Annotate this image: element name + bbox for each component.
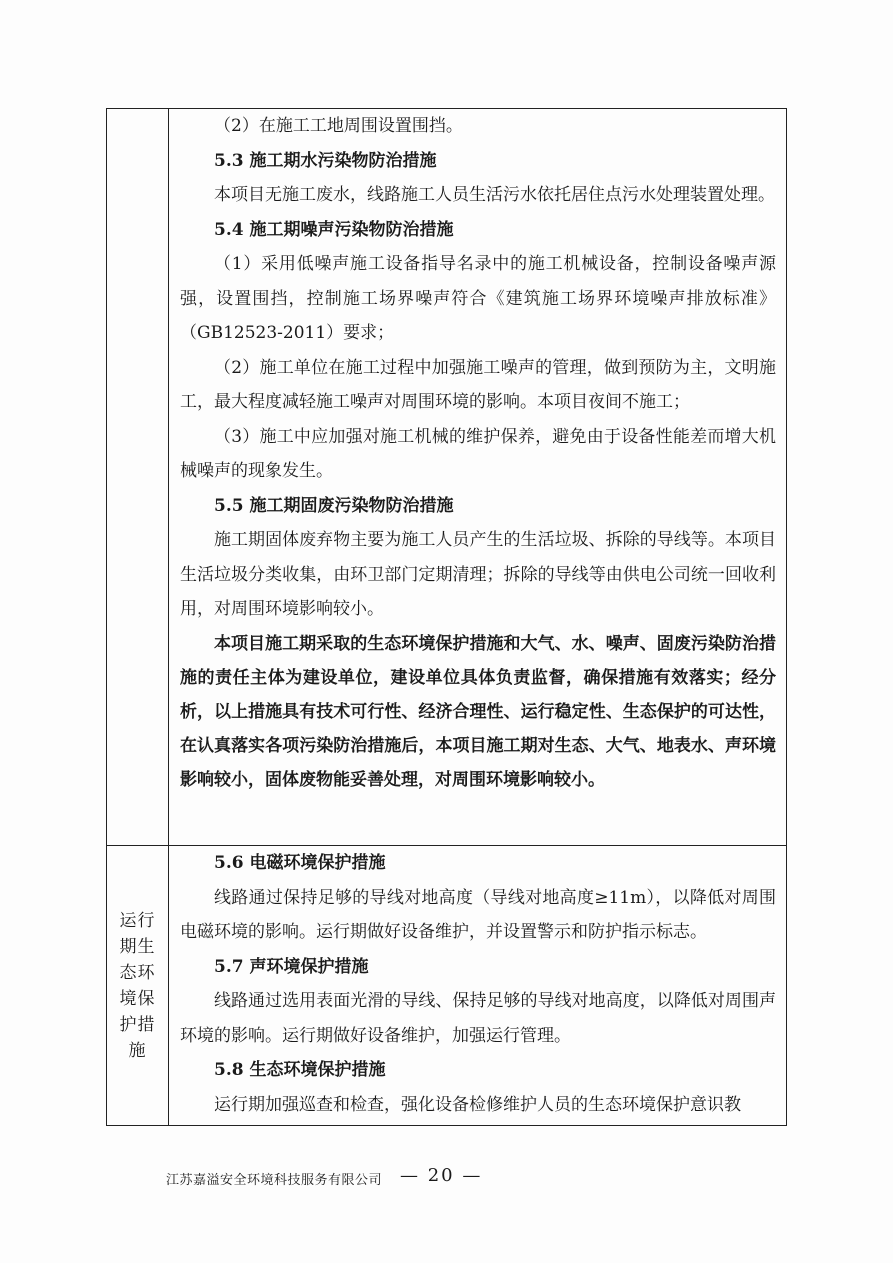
construction-phase-content-cell bbox=[169, 109, 787, 846]
operation-phase-content-cell bbox=[169, 846, 787, 1126]
page-number: — 20 — bbox=[400, 1165, 483, 1186]
section-5-8-text: 运行期加强巡查和检查，强化设备检修维护人员的生态环境保护意识教 bbox=[214, 1094, 741, 1115]
section-5-3-heading: 5.3 施工期水污染物防治措施 bbox=[214, 150, 437, 171]
section-5-5-heading: 5.5 施工期固废污染物防治措施 bbox=[214, 495, 454, 516]
footer-company: 江苏嘉溢安全环境科技服务有限公司 bbox=[166, 1173, 383, 1188]
page-footer bbox=[0, 1165, 893, 1195]
section-5-7-heading: 5.7 声环境保护措施 bbox=[214, 956, 369, 977]
item-2-fence: （2）在施工工地周围设置围挡。 bbox=[214, 116, 463, 136]
section-5-4-item-2: （2）施工单位在施工过程中加强施工噪声的管理，做到预防为主，文明施工，最大程度减轻施工噪声对周围环境的影响。本项目夜间不施工； bbox=[180, 357, 776, 412]
measures-table bbox=[106, 108, 787, 1126]
section-5-3-text: 本项目无施工废水，线路施工人员生活污水依托居住点污水处理装置处理。 bbox=[214, 185, 775, 205]
section-5-4-item-3: （3）施工中应加强对施工机械的维护保养，避免由于设备性能差而增大机械噪声的现象发生。 bbox=[180, 426, 776, 481]
section-5-4-item-1: （1）采用低噪声施工设备指导名录中的施工机械设备，控制设备噪声源强，设置围挡，控制施工场界噪声符合《建筑施工场界环境噪声排放标准》（GB12523-2011）要求； bbox=[180, 254, 776, 343]
section-5-4-heading: 5.4 施工期噪声污染物防治措施 bbox=[214, 219, 454, 240]
construction-phase-row bbox=[107, 109, 787, 846]
construction-summary: 本项目施工期采取的生态环境保护措施和大气、水、噪声、固废污染防治措施的责任主体为建设单位，建设单位具体负责监督，确保措施有效落实；经分析，以上措施具有技术可行性、经济合理性、运行稳定性、生态保护的可达性，在认真落实各项污染防治措施后，本项目施工期对生态、大气、地表水、声环境影响较小，固体废物能妥善处理，对周围环境影响较小。 bbox=[180, 633, 776, 790]
operation-phase-label: 运行期生态环境保护措施 bbox=[119, 910, 156, 1061]
section-5-8-heading: 5.8 生态环境保护措施 bbox=[214, 1060, 386, 1080]
section-5-7-text: 线路通过选用表面光滑的导线、保持足够的导线对地高度，以降低对周围声环境的影响。运行期做好设备维护，加强运行管理。 bbox=[180, 991, 776, 1046]
section-5-6-heading: 5.6 电磁环境保护措施 bbox=[214, 853, 386, 873]
construction-phase-label bbox=[107, 455, 168, 499]
operation-phase-row bbox=[107, 846, 787, 1126]
construction-phase-label-cell bbox=[107, 109, 169, 846]
section-5-5-text: 施工期固体废弃物主要为施工人员产生的生活垃圾、拆除的导线等。本项目生活垃圾分类收集，由环卫部门定期清理；拆除的导线等由供电公司统一回收利用，对周围环境影响较小。 bbox=[180, 530, 776, 619]
operation-phase-label-cell bbox=[107, 846, 169, 1126]
section-5-6-text: 线路通过保持足够的导线对地高度（导线对地高度≥11m），以降低对周围电磁环境的影响。运行期做好设备维护，并设置警示和防护指示标志。 bbox=[180, 887, 776, 942]
